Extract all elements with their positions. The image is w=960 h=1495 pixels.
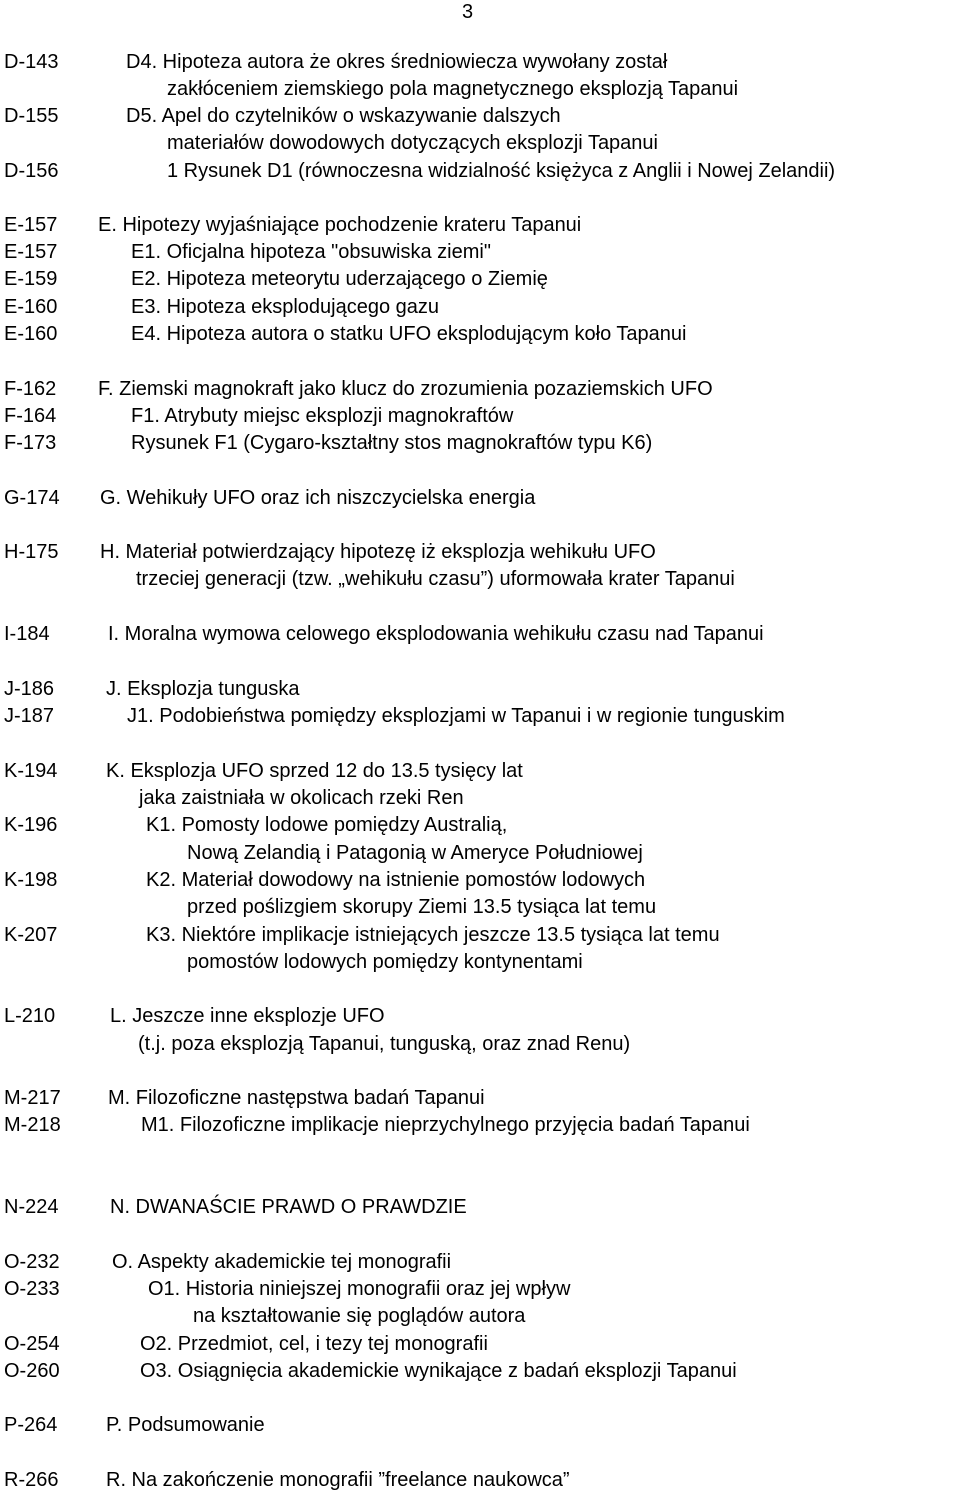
- page-number: 3: [462, 1, 474, 23]
- toc-entry: N. DWANAŚCIE PRAWD O PRAWDZIE: [110, 1196, 467, 1218]
- toc-row: [0, 75, 960, 103]
- toc-page-code: D-156: [4, 160, 59, 182]
- toc-row: [0, 1275, 960, 1303]
- toc-row: [0, 620, 960, 648]
- toc-page-code: E-160: [4, 323, 58, 345]
- toc-row: [0, 1002, 960, 1030]
- toc-entry: M1. Filozoficzne implikacje nieprzychylnego przyjęcia badań Tapanui: [141, 1114, 750, 1136]
- toc-entry: E2. Hipoteza meteorytu uderzającego o Ziemię: [131, 268, 548, 290]
- toc-row: [0, 565, 960, 593]
- toc-entry: E3. Hipoteza eksplodującego gazu: [131, 296, 439, 318]
- toc-entry: K3. Niektóre implikacje istniejących jeszcze 13.5 tysiąca lat temu: [146, 924, 720, 946]
- toc-row: [0, 675, 960, 703]
- toc-page-code: J-187: [4, 705, 55, 727]
- toc-page-code: F-164: [4, 405, 57, 427]
- toc-row: [0, 102, 960, 130]
- toc-row: [0, 1248, 960, 1276]
- toc-row: [0, 839, 960, 867]
- toc-entry: zakłóceniem ziemskiego pola magnetycznego eksplozją Tapanui: [167, 78, 739, 100]
- toc-entry: Nową Zelandią i Patagonią w Ameryce Południowej: [187, 842, 643, 864]
- toc-row: [0, 866, 960, 894]
- toc-entry: P. Podsumowanie: [106, 1414, 265, 1436]
- toc-row: [0, 48, 960, 76]
- toc-page-code: O-232: [4, 1251, 60, 1273]
- toc-row: [0, 893, 960, 921]
- toc-row: [0, 211, 960, 239]
- toc-page-code: F-173: [4, 432, 57, 454]
- toc-entry: O2. Przedmiot, cel, i tezy tej monografii: [140, 1333, 488, 1355]
- toc-page-code: K-198: [4, 869, 58, 891]
- toc-row: [0, 1084, 960, 1112]
- toc-row: [0, 702, 960, 730]
- toc-entry: R. Na zakończenie monografii ”freelance naukowca”: [106, 1469, 570, 1491]
- toc-row: [0, 129, 960, 157]
- toc-row: [0, 1411, 960, 1439]
- toc-row: [0, 921, 960, 949]
- toc-entry: D4. Hipoteza autora że okres średniowiecza wywołany został: [126, 51, 668, 73]
- toc-page-code: K-194: [4, 760, 58, 782]
- toc-row: [0, 784, 960, 812]
- toc-row: [0, 429, 960, 457]
- toc-entry: Rysunek F1 (Cygaro-kształtny stos magnokraftów typu K6): [131, 432, 653, 454]
- toc-row: [0, 1330, 960, 1358]
- toc-entry: E4. Hipoteza autora o statku UFO eksplodującym koło Tapanui: [131, 323, 687, 345]
- toc-page-code: J-186: [4, 678, 55, 700]
- toc-row: [0, 1357, 960, 1385]
- toc-entry: jaka zaistniała w okolicach rzeki Ren: [139, 787, 464, 809]
- toc-entry: J1. Podobieństwa pomiędzy eksplozjami w Tapanui i w regionie tunguskim: [127, 705, 785, 727]
- toc-row: [0, 1111, 960, 1139]
- toc-page-code: D-155: [4, 105, 59, 127]
- toc-row: [0, 402, 960, 430]
- toc-entry: O3. Osiągnięcia akademickie wynikające z badań eksplozji Tapanui: [140, 1360, 737, 1382]
- toc-page-code: M-218: [4, 1114, 61, 1136]
- toc-row: [0, 238, 960, 266]
- toc-entry: materiałów dowodowych dotyczących eksplozji Tapanui: [167, 132, 658, 154]
- toc-entry: przed poślizgiem skorupy Ziemi 13.5 tysiąca lat temu: [187, 896, 657, 918]
- toc-entry: pomostów lodowych pomiędzy kontynentami: [187, 951, 583, 973]
- toc-page-code: K-196: [4, 814, 58, 836]
- toc-row: [0, 265, 960, 293]
- toc-entry: 1 Rysunek D1 (równoczesna widzialność księżyca z Anglii i Nowej Zelandii): [167, 160, 836, 182]
- toc-row: [0, 757, 960, 785]
- toc-page-code: K-207: [4, 924, 58, 946]
- toc-page-code: I-184: [4, 623, 50, 645]
- toc-page-code: E-157: [4, 214, 58, 236]
- toc-page-code: O-254: [4, 1333, 60, 1355]
- toc-entry: K2. Materiał dowodowy na istnienie pomostów lodowych: [146, 869, 646, 891]
- toc-row: [0, 293, 960, 321]
- toc-entry: na kształtowanie się poglądów autora: [193, 1305, 526, 1327]
- toc-entry: O. Aspekty akademickie tej monografii: [112, 1251, 452, 1273]
- toc-row: [0, 811, 960, 839]
- toc-page-code: G-174: [4, 487, 60, 509]
- toc-page-code: E-157: [4, 241, 58, 263]
- toc-entry: F1. Atrybuty miejsc eksplozji magnokraftów: [131, 405, 514, 427]
- toc-entry: F. Ziemski magnokraft jako klucz do zrozumienia pozaziemskich UFO: [98, 378, 713, 400]
- toc-entry: M. Filozoficzne następstwa badań Tapanui: [108, 1087, 485, 1109]
- toc-page-code: R-266: [4, 1469, 59, 1491]
- toc-entry: E. Hipotezy wyjaśniające pochodzenie krateru Tapanui: [98, 214, 582, 236]
- toc-row: [0, 1466, 960, 1494]
- toc-entry: trzeciej generacji (tzw. „wehikułu czasu”) uformowała krater Tapanui: [136, 568, 735, 590]
- toc-page-code: H-175: [4, 541, 59, 563]
- toc-row: [0, 948, 960, 976]
- toc-page-code: O-260: [4, 1360, 60, 1382]
- toc-row: [0, 157, 960, 185]
- toc-row: [0, 375, 960, 403]
- toc-entry: J. Eksplozja tunguska: [106, 678, 300, 700]
- toc-entry: L. Jeszcze inne eksplozje UFO: [110, 1005, 385, 1027]
- toc-entry: E1. Oficjalna hipoteza "obsuwiska ziemi": [131, 241, 491, 263]
- toc-row: [0, 484, 960, 512]
- toc-page-code: N-224: [4, 1196, 59, 1218]
- toc-entry: K1. Pomosty lodowe pomiędzy Australią,: [146, 814, 508, 836]
- toc-entry: K. Eksplozja UFO sprzed 12 do 13.5 tysięcy lat: [106, 760, 523, 782]
- toc-entry: G. Wehikuły UFO oraz ich niszczycielska energia: [100, 487, 536, 509]
- toc-row: [0, 1030, 960, 1058]
- toc-page-code: F-162: [4, 378, 57, 400]
- toc-entry: I. Moralna wymowa celowego eksplodowania wehikułu czasu nad Tapanui: [108, 623, 764, 645]
- toc-row: [0, 1193, 960, 1221]
- toc-page-code: E-160: [4, 296, 58, 318]
- toc-page-code: P-264: [4, 1414, 58, 1436]
- toc-row: [0, 1302, 960, 1330]
- toc-page-code: L-210: [4, 1005, 56, 1027]
- toc-entry: H. Materiał potwierdzający hipotezę iż eksplozja wehikułu UFO: [100, 541, 656, 563]
- toc-row: [0, 320, 960, 348]
- toc-entry: O1. Historia niniejszej monografii oraz jej wpływ: [148, 1278, 571, 1300]
- toc-row: [0, 538, 960, 566]
- toc-entry: (t.j. poza eksplozją Tapanui, tunguską, oraz znad Renu): [138, 1033, 631, 1055]
- toc-entry: D5. Apel do czytelników o wskazywanie dalszych: [126, 105, 561, 127]
- toc-page-code: E-159: [4, 268, 58, 290]
- toc-page-code: O-233: [4, 1278, 60, 1300]
- toc-page-code: M-217: [4, 1087, 61, 1109]
- toc-page-code: D-143: [4, 51, 59, 73]
